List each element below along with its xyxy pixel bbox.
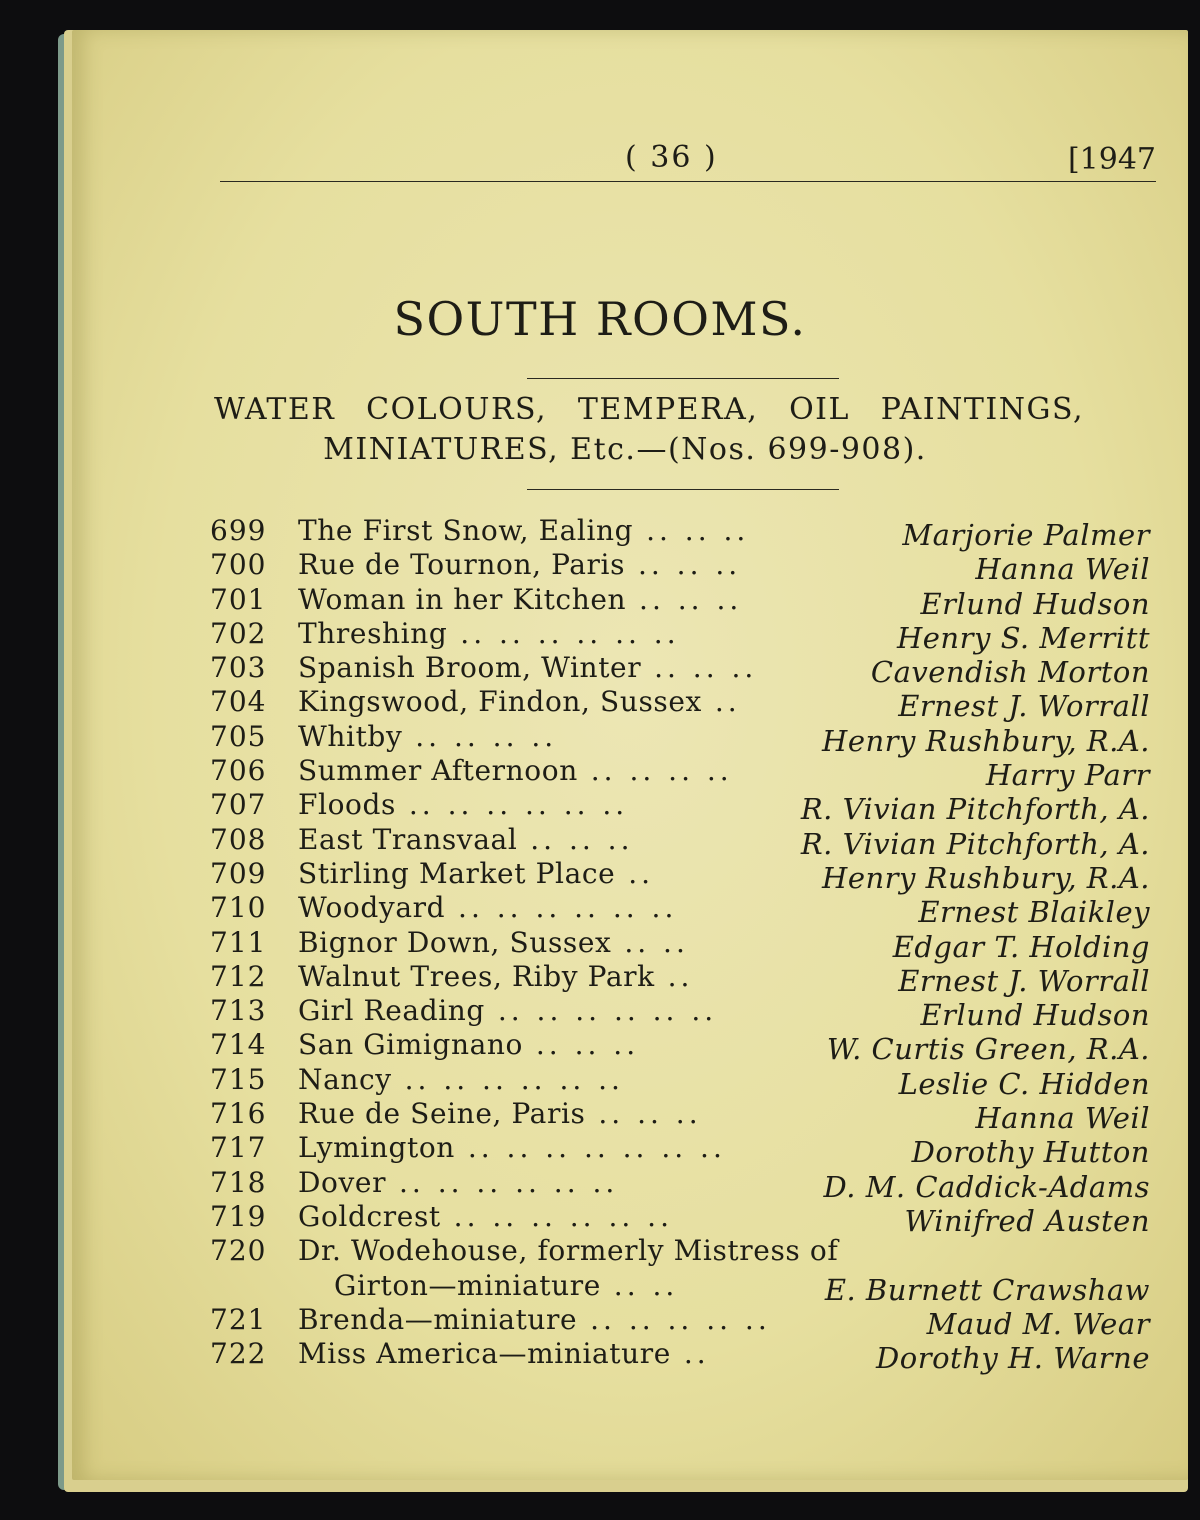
entry-number: 722 [210,1337,267,1371]
entry-number: 706 [210,754,267,788]
catalogue-entries [210,514,1150,1376]
entry-artist: Erlund Hudson [920,586,1150,621]
list-item [210,1234,1150,1268]
page-year: [1947 [1067,142,1156,177]
entry-artist: Cavendish Morton [870,655,1150,690]
entry-artist: W. Curtis Green, R.A. [826,1032,1150,1067]
entry-number: 711 [210,925,267,959]
section-title: SOUTH ROOMS. [393,292,807,346]
entry-artist: Winifred Austen [904,1203,1150,1238]
list-item [210,1131,1150,1170]
entry-artist: Harry Parr [985,758,1150,793]
entry-number: 701 [210,582,267,616]
entry-title: Brenda—miniature .. .. .. .. .. [298,1302,771,1336]
list-item [210,1199,1150,1238]
entry-number: 714 [210,1028,267,1062]
entry-title: Woodyard .. .. .. .. .. .. [298,891,678,925]
list-item [210,1302,1150,1341]
entry-number: 718 [210,1165,267,1199]
entry-title: Dr. Wodehouse, formerly Mistress of [298,1234,839,1268]
entry-artist: D. M. Caddick-Adams [823,1169,1150,1204]
entry-title: Miss America—miniature .. [298,1337,710,1371]
list-item [210,925,1150,964]
entry-number: 707 [210,788,267,822]
list-item [210,1337,1150,1376]
entry-title: Summer Afternoon .. .. .. .. [298,754,733,788]
list-item [210,514,1150,552]
subtitle-line-2: MINIATURES, Etc.—(Nos. 699-908). [323,432,927,467]
entry-title: Kingswood, Findon, Sussex .. [298,685,741,719]
entry-number: 710 [210,891,267,925]
entry-artist: R. Vivian Pitchforth, A. [800,826,1150,861]
entry-number: 719 [210,1199,267,1233]
entry-number: 713 [210,994,267,1028]
list-item [210,891,1150,930]
entry-artist: Ernest J. Worrall [898,689,1150,724]
entry-title: Stirling Market Place .. [298,856,655,890]
list-item [210,685,1150,724]
list-item [210,822,1150,861]
entry-title: Girl Reading .. .. .. .. .. .. [298,994,718,1028]
list-item-continuation [210,1268,1150,1307]
entry-artist: Hanna Weil [975,552,1150,587]
list-item [210,719,1150,758]
entry-artist: Maud M. Wear [926,1306,1150,1341]
entry-title: The First Snow, Ealing .. .. .. [298,514,750,547]
entry-number: 705 [210,719,267,753]
page-number: ( 36 ) [625,140,718,175]
entry-artist: R. Vivian Pitchforth, A. [800,792,1150,827]
list-item [210,1062,1150,1101]
list-item [210,1028,1150,1067]
list-item [210,651,1150,690]
entry-title: Threshing .. .. .. .. .. .. [298,616,680,650]
entry-title: Bignor Down, Sussex .. .. [298,925,689,959]
entry-title: Floods .. .. .. .. .. .. [298,788,629,822]
entry-title: Nancy .. .. .. .. .. .. [298,1062,624,1096]
entry-title: Goldcrest .. .. .. .. .. .. [298,1199,673,1233]
list-item [210,788,1150,827]
header-rule [220,181,1156,182]
entry-title: San Gimignano .. .. .. [298,1028,640,1062]
entry-number: 712 [210,959,267,993]
list-item [210,959,1150,998]
entry-number: 708 [210,822,267,856]
entry-number: 699 [210,514,267,547]
entry-title: Woman in her Kitchen .. .. .. [298,582,743,616]
entry-title: Girton—miniature .. .. [334,1268,679,1302]
entry-artist: Henry Rushbury, R.A. [822,860,1150,895]
list-item [210,582,1150,621]
entry-title: Dover .. .. .. .. .. .. [298,1165,619,1199]
running-head [220,136,1156,182]
list-item [210,1165,1150,1204]
entry-number: 721 [210,1302,267,1336]
entry-artist: Leslie C. Hidden [898,1066,1150,1101]
title-divider [527,378,839,379]
entry-number: 717 [210,1131,267,1165]
list-item [210,616,1150,655]
entry-title: Rue de Seine, Paris .. .. .. [298,1097,702,1131]
entry-artist: E. Burnett Crawshaw [824,1272,1150,1307]
entry-artist: Edgar T. Holding [892,929,1150,964]
list-item [210,754,1150,793]
entry-number: 700 [210,548,267,582]
subtitle-divider [527,489,839,490]
list-item [210,548,1150,587]
list-item [210,994,1150,1033]
entry-number: 716 [210,1097,267,1131]
entry-title: Whitby .. .. .. .. [298,719,558,753]
entry-number: 715 [210,1062,267,1096]
entry-title: East Transvaal .. .. .. [298,822,634,856]
entry-artist: Ernest Blaikley [918,895,1150,930]
entry-title: Rue de Tournon, Paris .. .. .. [298,548,742,582]
entry-title: Walnut Trees, Riby Park .. [298,959,694,993]
list-item [210,1097,1150,1136]
entry-artist: Henry Rushbury, R.A. [822,723,1150,758]
entry-artist: Hanna Weil [975,1101,1150,1136]
entry-number: 709 [210,856,267,890]
entry-artist: Ernest J. Worrall [898,963,1150,998]
entry-artist: Dorothy Hutton [911,1135,1150,1170]
entry-artist: Henry S. Merritt [896,620,1150,655]
subtitle-line-1: WATER COLOURS, TEMPERA, OIL PAINTINGS, [214,392,1084,427]
list-item [210,856,1150,895]
entry-number: 704 [210,685,267,719]
entry-title: Lymington .. .. .. .. .. .. .. [298,1131,726,1165]
entry-number: 703 [210,651,267,685]
entry-artist: Dorothy H. Warne [876,1341,1150,1376]
entry-title: Spanish Broom, Winter .. .. .. [298,651,758,685]
entry-number: 720 [210,1234,267,1268]
entry-artist: Erlund Hudson [920,998,1150,1033]
entry-artist: Marjorie Palmer [902,518,1150,552]
entry-number: 702 [210,616,267,650]
